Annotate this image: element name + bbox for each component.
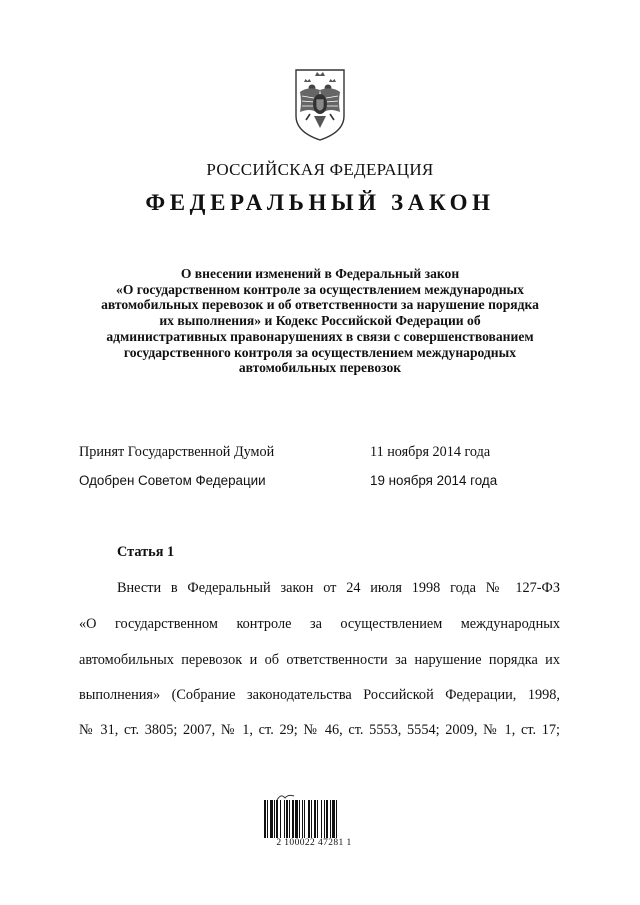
barcode-number: 2 100022 47281 1 (276, 838, 352, 848)
duma-adoption-date: 11 ноября 2014 года (370, 444, 491, 460)
article-text-line: № 31, ст. 3805; 2007, № 1, ст. 29; № 46, ст. 5553, 5554; 2009, № 1, ст. 17; (79, 722, 560, 738)
law-title-line: государственного контроля за осуществлением международных (123, 344, 517, 360)
article-heading: Статья 1 (117, 544, 175, 560)
coat-of-arms-emblem (290, 68, 350, 142)
law-title-line: автомобильных перевозок (238, 360, 402, 376)
law-title-line: автомобильных перевозок и об ответственности за нарушение порядка (101, 297, 539, 313)
duma-adoption-label: Принят Государственной Думой (79, 444, 275, 460)
law-title-line: их выполнения» и Кодекс Российской Федерации об (159, 313, 481, 329)
article-text-line: «О государственном контроле за осуществлением международных (79, 616, 560, 632)
law-title (60, 266, 580, 376)
law-title-line: административных правонарушениях в связи с совершенствованием (106, 328, 534, 344)
article-text-line: выполнения» (Собрание законодательства Российской Федерации, 1998, (79, 687, 560, 703)
law-type-heading: ФЕДЕРАЛЬНЫЙ ЗАКОН (145, 190, 495, 215)
country-heading: РОССИЙСКАЯ ФЕДЕРАЦИЯ (206, 160, 434, 179)
council-approval-label: Одобрен Советом Федерации (79, 473, 266, 488)
law-title-line: О внесении изменений в Федеральный закон (180, 266, 460, 281)
article-text-line: Внести в Федеральный закон от 24 июля 1998 года № 127-ФЗ (117, 580, 560, 596)
article-text-line: автомобильных перевозок и об ответственности за нарушение порядка их (79, 652, 560, 668)
law-title-line: «О государственном контроле за осуществлением международных (116, 281, 524, 297)
barcode-icon (264, 800, 360, 838)
council-approval-date: 19 ноября 2014 года (370, 473, 498, 488)
